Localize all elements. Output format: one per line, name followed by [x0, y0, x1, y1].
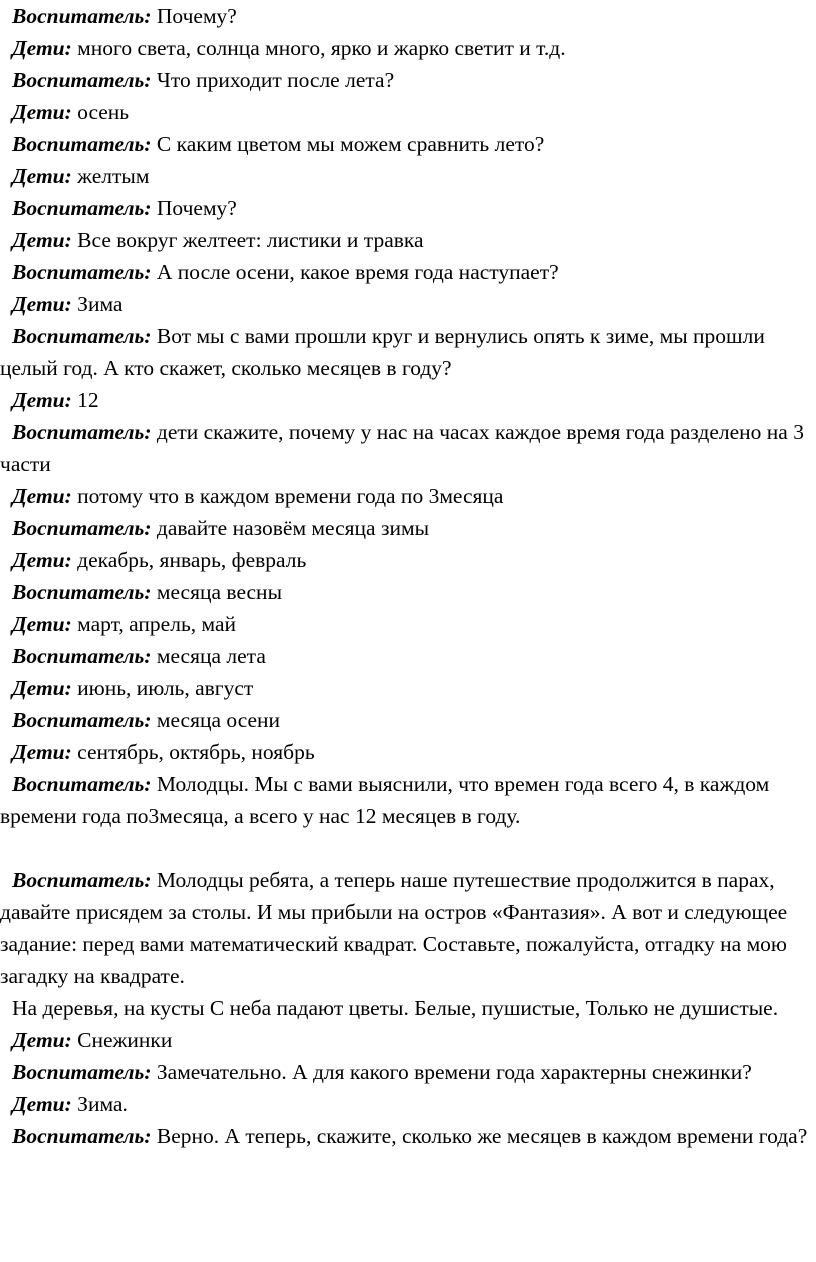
paragraph-text: Все вокруг желтеет: листики и травка [71, 228, 424, 252]
speaker-label: Дети: [12, 612, 72, 636]
paragraph-text: июнь, июль, август [71, 676, 254, 700]
paragraph-8 [0, 224, 816, 256]
paragraph-text: Снежинки [71, 1028, 173, 1052]
riddle-paragraph [0, 992, 816, 1024]
paragraph-23 [0, 768, 816, 832]
paragraph-text: Молодцы ребята, а теперь наше путешествие продолжится в парах, давайте присядем за столы. И мы прибыли на остров «Фантазия». А вот и следующее задание: перед вами математический квадрат. Составьте, пожалуйста, отгадку на мою загадку на квадрате. [0, 868, 788, 988]
speaker-label: Дети: [12, 548, 72, 572]
paragraph-24 [0, 864, 816, 992]
speaker-label: Дети: [12, 164, 72, 188]
paragraph-6 [0, 160, 816, 192]
speaker-label: Дети: [12, 740, 72, 764]
speaker-label: Воспитатель: [12, 324, 152, 348]
paragraph-text: Молодцы. Мы с вами выяснили, что времен года всего 4, в каждом времени года по3месяца, а всего у нас 12 месяцев в году. [0, 772, 770, 828]
speaker-label: Воспитатель: [12, 580, 152, 604]
paragraph-text: А после осени, какое время года наступает? [151, 260, 559, 284]
speaker-label: Дети: [12, 1028, 72, 1052]
paragraph-4 [0, 96, 816, 128]
speaker-label: Воспитатель: [12, 1060, 152, 1084]
paragraph-text: Зима [71, 292, 123, 316]
paragraph-11 [0, 320, 816, 384]
paragraph-16 [0, 544, 816, 576]
paragraph-text: Почему? [151, 4, 237, 28]
paragraph-12 [0, 384, 816, 416]
speaker-label: Воспитатель: [12, 420, 152, 444]
paragraph-21 [0, 704, 816, 736]
speaker-label: Дети: [12, 388, 72, 412]
paragraph-text: 12 [71, 388, 99, 412]
paragraph-14 [0, 480, 816, 512]
speaker-label: Воспитатель: [12, 4, 152, 28]
speaker-label: Воспитатель: [12, 132, 152, 156]
paragraph-22 [0, 736, 816, 768]
paragraph-text: Зима. [71, 1092, 128, 1116]
speaker-label: Дети: [12, 100, 72, 124]
paragraph-text: дети скажите, почему у нас на часах каждое время года разделено на 3 части [0, 420, 804, 476]
paragraph-15 [0, 512, 816, 544]
paragraph-19 [0, 640, 816, 672]
paragraph-26 [0, 1024, 816, 1056]
paragraph-7 [0, 192, 816, 224]
paragraph-1 [0, 0, 816, 32]
speaker-label: Воспитатель: [12, 1124, 152, 1148]
paragraph-29 [0, 1120, 816, 1152]
speaker-label: Воспитатель: [12, 516, 152, 540]
paragraph-3 [0, 64, 816, 96]
paragraph-17 [0, 576, 816, 608]
speaker-label: Воспитатель: [12, 68, 152, 92]
speaker-label: Воспитатель: [12, 868, 152, 892]
paragraph-text: желтым [71, 164, 150, 188]
speaker-label: Воспитатель: [12, 772, 152, 796]
speaker-label: Дети: [12, 292, 72, 316]
speaker-label: Воспитатель: [12, 260, 152, 284]
paragraph-text: Верно. А теперь, скажите, сколько же месяцев в каждом времени года? [151, 1124, 808, 1148]
paragraph-27 [0, 1056, 816, 1088]
paragraph-text: Что приходит после лета? [151, 68, 395, 92]
paragraph-text: С каким цветом мы можем сравнить лето? [151, 132, 545, 156]
paragraph-text: месяца весны [151, 580, 283, 604]
speaker-label: Воспитатель: [12, 196, 152, 220]
paragraph-text: декабрь, январь, февраль [71, 548, 307, 572]
paragraph-text: месяца лета [151, 644, 266, 668]
paragraph-text: давайте назовём месяца зимы [151, 516, 430, 540]
paragraph-text: Вот мы с вами прошли круг и вернулись опять к зиме, мы прошли целый год. А кто скажет, сколько месяцев в году? [0, 324, 765, 380]
paragraph-text: месяца осени [151, 708, 281, 732]
paragraph-28 [0, 1088, 816, 1120]
paragraph-9 [0, 256, 816, 288]
speaker-label: Дети: [12, 1092, 72, 1116]
paragraph-20 [0, 672, 816, 704]
speaker-label: Дети: [12, 36, 72, 60]
paragraph-2 [0, 32, 816, 64]
paragraph-18 [0, 608, 816, 640]
speaker-label: Воспитатель: [12, 644, 152, 668]
speaker-label: Дети: [12, 228, 72, 252]
paragraph-10 [0, 288, 816, 320]
speaker-label: Воспитатель: [12, 708, 152, 732]
paragraph-13 [0, 416, 816, 480]
riddle-text: На деревья, на кусты С неба падают цветы. Белые, пушистые, Только не душистые. [12, 996, 779, 1020]
paragraph-text: сентябрь, октябрь, ноябрь [71, 740, 315, 764]
paragraph-text: март, апрель, май [71, 612, 237, 636]
paragraph-text: много света, солнца много, ярко и жарко светит и т.д. [71, 36, 566, 60]
paragraph-text: Замечательно. А для какого времени года характерны снежинки? [151, 1060, 752, 1084]
paragraph-text: потому что в каждом времени года по 3месяца [71, 484, 504, 508]
paragraph-text: Почему? [151, 196, 237, 220]
speaker-label: Дети: [12, 676, 72, 700]
paragraph-5 [0, 128, 816, 160]
paragraph-text: осень [71, 100, 130, 124]
speaker-label: Дети: [12, 484, 72, 508]
